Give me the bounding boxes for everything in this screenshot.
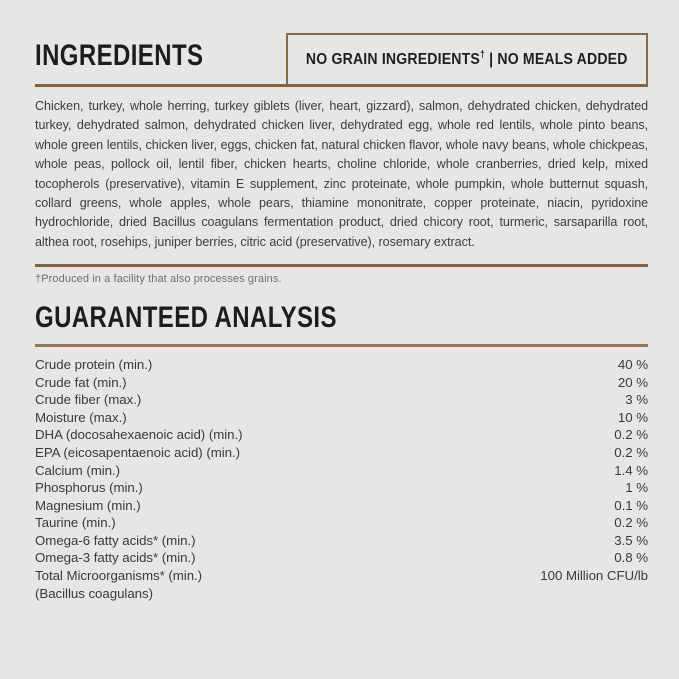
guaranteed-analysis-divider — [35, 344, 648, 347]
analysis-row — [35, 532, 648, 550]
analysis-row — [35, 374, 648, 392]
analysis-row-label: Moisture (max.) — [35, 409, 127, 425]
analysis-row — [35, 462, 648, 480]
analysis-row — [35, 426, 648, 444]
analysis-row-label: Taurine (min.) — [35, 515, 116, 531]
analysis-row-value: 3 % — [625, 392, 648, 408]
ingredients-title: INGREDIENTS — [35, 39, 204, 72]
analysis-row-label: DHA (docosahexaenoic acid) (min.) — [35, 427, 243, 443]
analysis-row — [35, 549, 648, 567]
analysis-row-value: 0.2 % — [614, 515, 648, 531]
analysis-row-label: Crude fiber (max.) — [35, 392, 142, 408]
analysis-row-value: 20 % — [617, 374, 648, 390]
guaranteed-analysis-table — [35, 356, 648, 602]
analysis-row-value: 100 Million CFU/lb — [540, 568, 648, 584]
badge-text-part2: | NO MEALS ADDED — [485, 50, 628, 68]
analysis-row-label: Phosphorus (min.) — [35, 480, 143, 496]
analysis-row-label: Omega-3 fatty acids* (min.) — [35, 550, 196, 566]
dagger-superscript: † — [480, 49, 486, 61]
analysis-row — [35, 567, 648, 585]
analysis-row-label: Crude fat (min.) — [35, 374, 127, 390]
analysis-row-value: 10 % — [617, 409, 648, 425]
analysis-row-value: 1 % — [625, 480, 648, 496]
analysis-row-value: 0.2 % — [614, 444, 648, 460]
analysis-row-value: 1.4 % — [614, 462, 648, 478]
analysis-row — [35, 585, 648, 603]
analysis-row — [35, 391, 648, 409]
analysis-row-label: Total Microorganisms* (min.) — [35, 568, 203, 584]
grain-facility-footnote: †Produced in a facility that also processes grains. — [35, 273, 282, 286]
analysis-row-value: 0.1 % — [614, 497, 648, 513]
badge-text-part1: NO GRAIN INGREDIENTS — [306, 50, 481, 68]
analysis-row-label: EPA (eicosapentaenoic acid) (min.) — [35, 444, 240, 460]
analysis-row-label: (Bacillus coagulans) — [35, 585, 153, 601]
no-grain-badge-text — [306, 51, 628, 69]
analysis-row-value: 0.8 % — [614, 550, 648, 566]
analysis-row — [35, 409, 648, 427]
analysis-row — [35, 514, 648, 532]
analysis-row-label: Magnesium (min.) — [35, 497, 141, 513]
analysis-row-value: 40 % — [617, 356, 648, 372]
no-grain-badge — [286, 33, 648, 84]
analysis-row — [35, 444, 648, 462]
analysis-row-value: 0.2 % — [614, 427, 648, 443]
analysis-row-value: 3.5 % — [614, 532, 648, 548]
ingredients-header — [35, 33, 648, 87]
ingredients-paragraph: Chicken, turkey, whole herring, turkey giblets (liver, heart, gizzard), salmon, dehydrated chicken, dehydrated turkey, dehydrated salmon, dehydrated chicken liver, dehydrated egg, whole red lentils, whole pinto beans, whole green lentils, chicken liver, eggs, chicken fat, natural chicken flavor, whole navy beans, whole chickpeas, whole peas, pollock oil, lentil fiber, chicken hearts, choline chloride, whole cranberries, dried kelp, mixed tocopherols (preservative), vitamin E supplement, zinc proteinate, whole pumpkin, whole butternut squash, collard greens, whole apples, whole pears, thiamine mononitrate, copper proteinate, niacin, pyridoxine hydrochloride, dried Bacillus coagulans fermentation product, dried chicory root, turmeric, sarsaparilla root, althea root, rosehips, juniper berries, citric acid (preservative), rosemary extract. — [35, 98, 649, 249]
analysis-row — [35, 479, 648, 497]
analysis-row-label: Calcium (min.) — [35, 462, 120, 478]
analysis-row-label: Crude protein (min.) — [35, 356, 153, 372]
footnote-divider — [35, 264, 648, 267]
analysis-row — [35, 356, 648, 374]
analysis-row — [35, 497, 648, 515]
analysis-row-label: Omega-6 fatty acids* (min.) — [35, 532, 196, 548]
guaranteed-analysis-title: GUARANTEED ANALYSIS — [35, 301, 337, 335]
